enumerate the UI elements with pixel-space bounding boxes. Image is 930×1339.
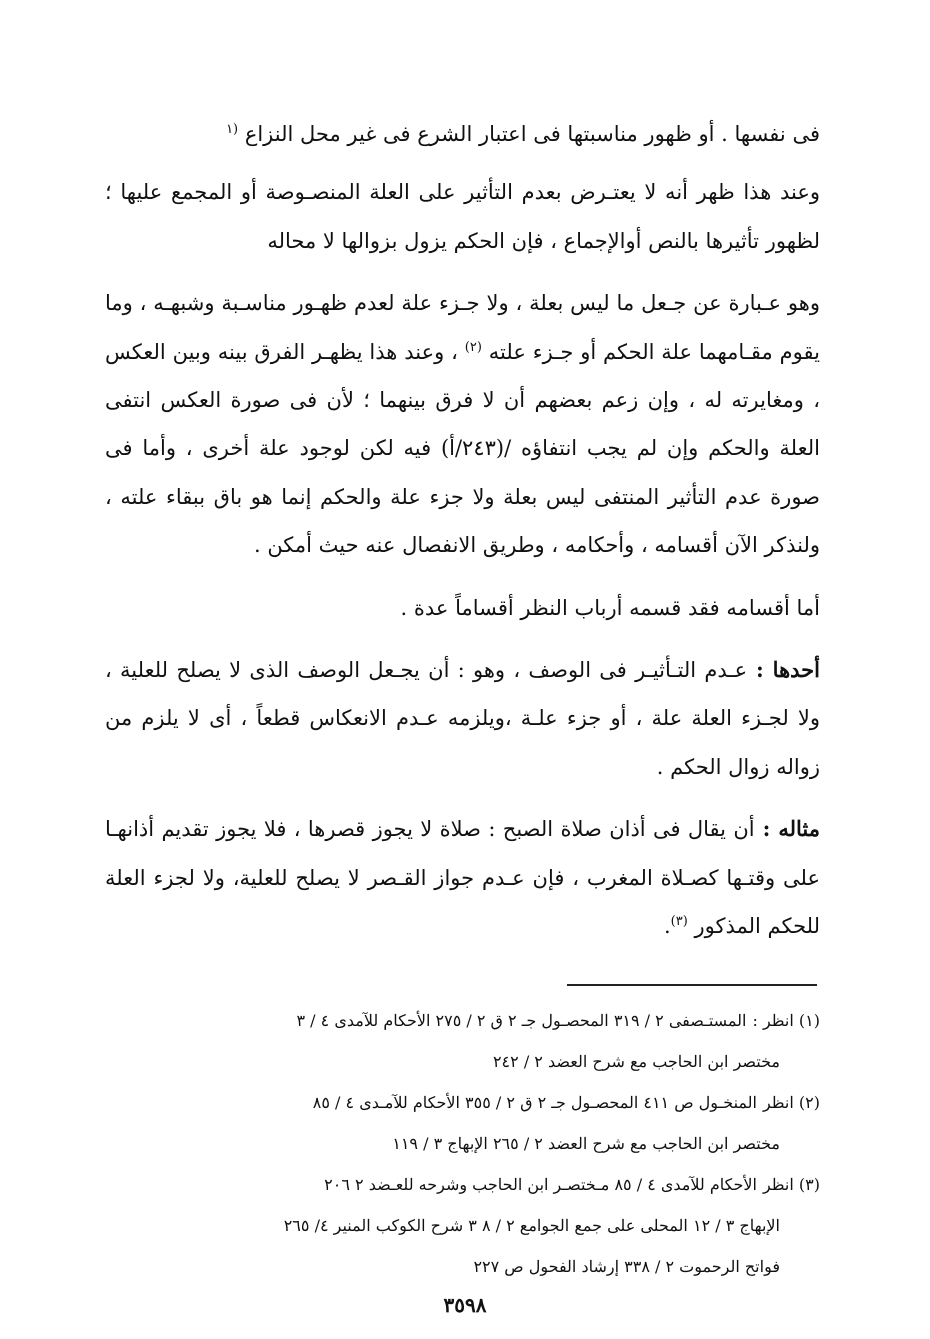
footnote-marker: (١ [226, 122, 239, 137]
paragraph-text: وعند هذا ظهر أنه لا يعتـرض بعدم التأثير على العلة المنصـوصة أو المجمع عليها ؛ لظهور تأثيرها بالنص أوالإجماع ، فإن الحكم يزول بزوالها لا محاله [105, 180, 820, 253]
footnotes [105, 1000, 820, 1287]
paragraph-lead: مثاله : [754, 816, 820, 842]
footnote-line: فواتح الرحموت ٢ / ٣٣٨ إرشاد الفحول ص ٢٢٧ [473, 1257, 780, 1276]
footnote-line: مختصر ابن الحاجب مع شرح العضد ٢ / ٢٤٢ [492, 1052, 780, 1071]
paragraph-text: أما أقسامه فقد قسمه أرباب النظر أقساماً عدة . [400, 595, 820, 620]
footnote-separator [567, 984, 817, 986]
footnote-number: (٢) انظر [762, 1093, 820, 1112]
footnote-3 [105, 1164, 820, 1287]
footnote-2 [105, 1082, 820, 1164]
main-text [105, 110, 820, 965]
footnote-number: (١) انظر : [752, 1011, 820, 1030]
paragraph-text: فى نفسها . أو ظهور مناسبتها فى اعتبار الشرع فى غير محل النزاع [244, 122, 820, 146]
paragraph-2 [105, 168, 820, 265]
paragraph-text: أن يقال فى أذان صلاة الصبح : صلاة لا يجوز قصرها ، فلا يجوز تقديم أذانهـا على وقتـها كصـلاة المغرب ، فإن عـدم جواز القـصر لا يصلح للعلية، ولا لجزء العلة للحكم المذكور [105, 817, 820, 939]
footnote-1 [105, 1000, 820, 1082]
footnote-line: الأحكام للآمدى ٤ / ٨٥ مـختصـر ابن الحاجب وشرحه للعـضد ٢ ٢٠٦ [324, 1175, 757, 1194]
paragraph-text-tail: . [663, 914, 671, 939]
footnote-line: المنخـول ص ٤١١ المحصـول جـ ٢ ق ٢ / ٣٥٥ الأحكام للآمـدى ٤ / ٨٥ [312, 1093, 757, 1112]
paragraph-1 [105, 110, 820, 158]
paragraph-3 [105, 279, 820, 569]
footnote-line: مختصر ابن الحاجب مع شرح العضد ٢ / ٢٦٥ الإبهاج ٣ / ١١٩ [392, 1134, 780, 1153]
paragraph-5 [105, 646, 820, 791]
paragraph-text: وهو عـبارة عن جـعل ما ليس بعلة ، ولا جـزء علة لعدم ظهـور مناسـبة وشبهـه ، وما يقوم مقـامهما علة الحكم أو جـزء علته [105, 291, 820, 364]
paragraph-text: عـدم التـأثيـر فى الوصف ، وهو : أن يجـعل الوصف الذى لا يصلح للعلية ، ولا لجـزء العلة علة ، أو جزء علـة ،ويلزمه عـدم الانعكاس قطعاً ، أى لا يلزم من زواله زوال الحكم . [105, 658, 820, 779]
footnote-marker: (٣) [670, 914, 688, 930]
page-number: ٣٥٩٨ [443, 1293, 487, 1317]
paragraph-lead: أحدها : [747, 657, 820, 683]
paragraph-4 [105, 584, 820, 632]
footnote-number: (٣) انظر [762, 1175, 820, 1194]
footnote-line: المستـصفى ٢ / ٣١٩ المحصـول جـ ٢ ق ٢ / ٢٧٥ الأحكام للآمدى ٤ / ٣ [296, 1011, 747, 1030]
footnote-line: الإبهاج ٣ / ١٢ المحلى على جمع الجوامع ٢ / ٨ ٣ شرح الكوكب المنير ٤/ ٢٦٥ [283, 1216, 780, 1235]
paragraph-text-tail: ، وعند هذا يظهـر الفرق بينه وبين العكس ، ومغايرته له ، وإن زعم بعضهم أن لا فرق بينهما ؛ لأن فى صورة العكس انتفى العلة والحكم وإن لم يجب انتفاؤه /(٢٤٣/أ) فيه لكن لوجود علة أخرى ، وأما فى صورة عدم التأثير المنتفى ليس بعلة ولا جزء علة والحكم إنما هو باق ببقاء علته ، ولنذكر الآن أقسامه ، وأحكامه ، وطريق الانفصال عنه حيث أمكن . [105, 339, 820, 558]
paragraph-6 [105, 805, 820, 950]
footnote-marker: (٢) [464, 339, 482, 355]
